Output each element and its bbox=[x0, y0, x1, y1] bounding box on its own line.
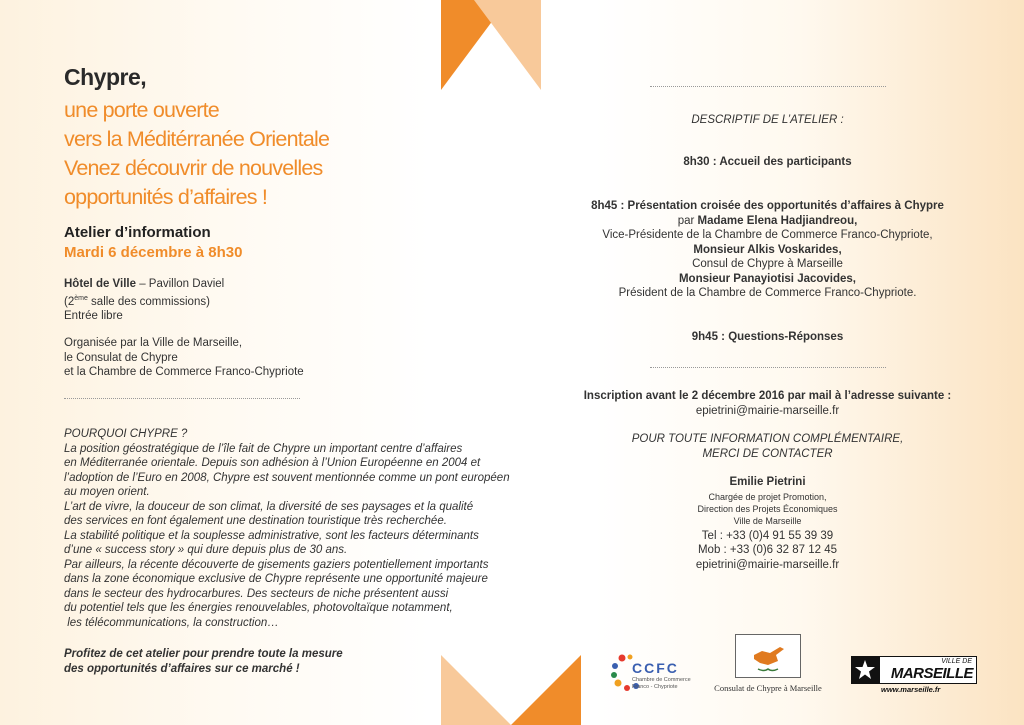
subtitle-line: une porte ouverte bbox=[64, 98, 219, 122]
why-line: d’une « success story » qui dure depuis plus de 30 ans. bbox=[64, 544, 348, 556]
closing-line: des opportunités d’affaires sur ce marché ! bbox=[64, 662, 300, 675]
contact-role-line: Chargée de projet Promotion, bbox=[708, 491, 827, 502]
venue-block bbox=[64, 277, 224, 323]
descriptif-heading: DESCRIPTIF DE L’ATELIER : bbox=[691, 114, 844, 126]
speaker-name: Madame Elena Hadjiandreou, bbox=[697, 214, 858, 227]
why-line: des services en font également une destination touristique très recherchée. bbox=[64, 515, 447, 527]
ccfc-line: Chambre de Commerce bbox=[632, 677, 691, 683]
why-line: Par ailleurs, la récente découverte de gisements gaziers potentiellement importants bbox=[64, 558, 489, 571]
contact-email-link[interactable]: epietrini@mairie-marseille.fr bbox=[695, 558, 840, 571]
subtitle-line: vers la Méditérranée Orientale bbox=[64, 127, 330, 151]
subtitle-line: opportunités d’affaires ! bbox=[64, 185, 268, 209]
contact-phone: Tel : +33 (0)4 91 55 39 39 bbox=[701, 529, 834, 542]
speaker-name: Monsieur Panayiotisi Jacovides, bbox=[678, 272, 857, 285]
why-line: La position géostratégique de l’île fait de Chypre un important centre d’affaires bbox=[64, 442, 463, 455]
marseille-wordmark bbox=[879, 656, 977, 684]
organisers-block bbox=[64, 336, 304, 380]
venue-room: salle des commissions) bbox=[87, 295, 210, 308]
organiser-line: le Consulat de Chypre bbox=[64, 351, 178, 364]
why-line: du potentiel tels que les énergies renouvelables, photovoltaïque notamment, bbox=[64, 602, 453, 614]
program-item-1: 8h30 : Accueil des participants bbox=[683, 156, 852, 168]
info-line: POUR TOUTE INFORMATION COMPLÉMENTAIRE, bbox=[631, 433, 904, 445]
program-item-3: 9h45 : Questions-Réponses bbox=[691, 331, 844, 343]
ccfc-letters: CCFC bbox=[632, 660, 679, 676]
program-item-2: 8h45 : Présentation croisée des opportunités d’affaires à Chypre bbox=[591, 200, 944, 212]
ccfc-line: Franco - Chypriote bbox=[632, 683, 678, 690]
email-link[interactable]: epietrini@mairie-marseille.fr bbox=[695, 404, 840, 417]
cyprus-flag bbox=[735, 634, 801, 678]
consulat-caption: Consulat de Chypre à Marseille bbox=[714, 683, 822, 693]
page-title: Chypre, bbox=[64, 64, 147, 90]
marseille-top-text: VILLE DE bbox=[941, 658, 972, 665]
organiser-line: et la Chambre de Commerce Franco-Chypriote bbox=[64, 366, 304, 378]
inscription-block bbox=[583, 389, 952, 418]
contact-role-line: Direction des Projets Économiques bbox=[697, 503, 838, 514]
why-line: l’adoption de l’Euro en 2008, Chypre est souvent mentionnée comme un pont européen bbox=[64, 471, 510, 484]
venue-room-prefix: (2 bbox=[64, 295, 75, 308]
event-type: Atelier d’information bbox=[64, 224, 211, 241]
why-line: au moyen orient. bbox=[64, 486, 150, 498]
program-item-2-block bbox=[590, 199, 945, 301]
why-heading: POURQUOI CHYPRE ? bbox=[64, 428, 188, 440]
why-line: en Méditerranée orientale. Depuis son adhésion à l’Union Européenne en 2004 et bbox=[64, 457, 481, 469]
consulat-logo bbox=[708, 634, 828, 698]
decor-triangle-top-right bbox=[474, 0, 541, 90]
contact-mobile: Mob : +33 (0)6 32 87 12 45 bbox=[697, 544, 838, 556]
why-line: L’art de vivre, la douceur de son climat, la diversité de ses paysages et la qualité bbox=[64, 500, 474, 513]
why-block bbox=[64, 427, 510, 630]
marseille-url[interactable]: www.marseille.fr bbox=[881, 685, 941, 694]
marseille-name: MARSEILLE bbox=[890, 665, 973, 682]
ccfc-logo bbox=[610, 650, 690, 694]
closing-block bbox=[64, 647, 343, 676]
cyprus-map-icon bbox=[736, 635, 800, 677]
why-line: les télécommunications, la construction… bbox=[64, 616, 279, 629]
organiser-line: Organisée par la Ville de Marseille, bbox=[64, 337, 243, 349]
contact-role-line: Ville de Marseille bbox=[733, 515, 802, 526]
decor-triangle-bottom-right bbox=[511, 655, 581, 725]
contact-block bbox=[590, 475, 945, 572]
by-label: par bbox=[677, 214, 698, 227]
why-line: dans la zone économique exclusive de Chypre représente une opportunité majeure bbox=[64, 573, 488, 585]
divider bbox=[650, 367, 886, 368]
venue-detail: – Pavillon Daviel bbox=[136, 278, 225, 290]
divider bbox=[650, 86, 886, 87]
subtitle-line: Venez découvrir de nouvelles bbox=[64, 156, 323, 180]
inscription-text: Inscription avant le 2 décembre 2016 par mail à l’adresse suivante : bbox=[583, 390, 952, 402]
entry-info: Entrée libre bbox=[64, 309, 123, 322]
star-icon bbox=[851, 656, 879, 684]
marseille-logo bbox=[851, 654, 981, 694]
speaker-name: Monsieur Alkis Voskarides, bbox=[693, 243, 842, 256]
info-line: MERCI DE CONTACTER bbox=[702, 447, 833, 460]
subtitle bbox=[64, 96, 329, 212]
event-date: Mardi 6 décembre à 8h30 bbox=[64, 244, 243, 261]
venue-name: Hôtel de Ville bbox=[64, 278, 137, 290]
divider bbox=[64, 398, 300, 399]
speaker-role: Vice-Présidente de la Chambre de Commerce Franco-Chypriote, bbox=[602, 229, 933, 241]
marseille-emblem bbox=[851, 656, 879, 684]
info-block bbox=[590, 432, 945, 461]
closing-line: Profitez de cet atelier pour prendre toute la mesure bbox=[64, 648, 343, 660]
contact-name: Emilie Pietrini bbox=[729, 476, 806, 488]
speaker-role: Président de la Chambre de Commerce Franco-Chypriote. bbox=[618, 287, 917, 299]
why-line: La stabilité politique et la souplesse administrative, sont les facteurs déterminants bbox=[64, 529, 479, 542]
why-line: dans le secteur des hydrocarbures. Des secteurs de niche présentent aussi bbox=[64, 587, 449, 600]
decor-triangle-bottom-left bbox=[441, 655, 511, 725]
venue-room-sup: ème bbox=[74, 294, 88, 302]
speaker-role: Consul de Chypre à Marseille bbox=[692, 258, 843, 270]
